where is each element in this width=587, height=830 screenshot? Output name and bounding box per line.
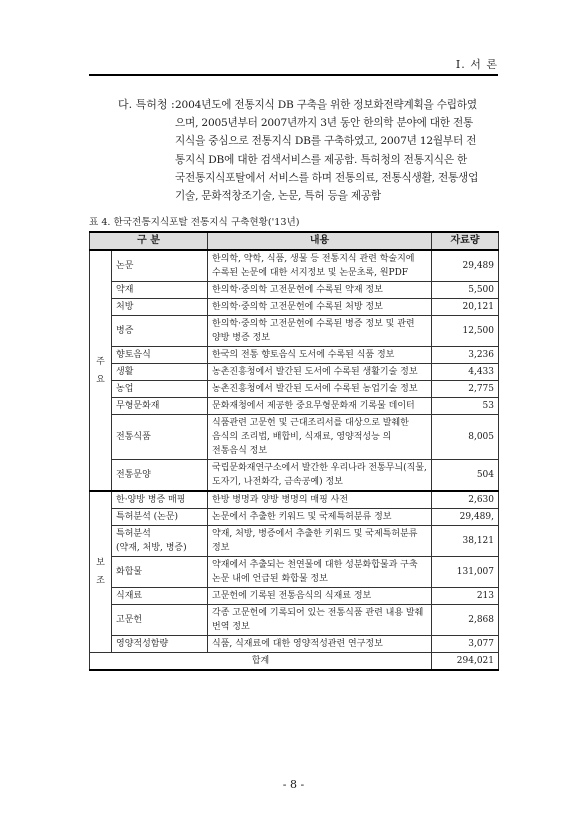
row-content: 고문헌에 기록된 전통음식의 식재료 정보	[208, 588, 432, 605]
table-row	[90, 316, 499, 347]
row-content: 약재, 처방, 병증에서 추출한 키워드 및 국제특허분류 정보	[208, 526, 432, 557]
row-content: 한의학·중의학 고전문헌에 수록된 병증 정보 및 관련 양방 병증 정보	[208, 316, 432, 347]
group-char: 요	[96, 374, 105, 385]
row-content: 각종 고문헌에 기록되어 있는 전통식품 관련 내용 발췌 번역 정보	[208, 605, 432, 636]
table-row	[90, 381, 499, 398]
paragraph-line: 2004년도에 전통지식 DB 구축을 위한 정보화전략계획을 수립하였	[175, 99, 477, 111]
table-row	[90, 282, 499, 299]
row-category: 병증	[112, 316, 208, 347]
header-content: 내용	[208, 232, 432, 250]
row-amount: 29,489	[432, 250, 499, 282]
row-amount: 12,500	[432, 316, 499, 347]
table-row	[90, 250, 499, 282]
row-content: 논문에서 추출한 키워드 및 국제특허분류 정보	[208, 509, 432, 526]
group-char: 보	[96, 558, 105, 568]
paragraph-line: 으며, 2005년부터 2007년까지 3년 동안 한의학 분야에 대한 전통	[175, 117, 474, 130]
row-category: 향토음식	[112, 347, 208, 364]
row-category: 한·양방 병증 매핑	[112, 491, 208, 509]
row-category: 전통식품	[112, 415, 208, 460]
total-amount: 294,021	[432, 653, 499, 671]
row-content: 한의학·중의학 고전문헌에 수록된 약재 정보	[208, 282, 432, 299]
row-category: 처방	[112, 299, 208, 316]
row-category: 약재	[112, 282, 208, 299]
paragraph-line: 국전통지식포탈에서 서비스를 하며 전통의료, 전통식생활, 전통생업	[175, 171, 479, 184]
row-amount: 29,489,	[432, 509, 499, 526]
knowledge-table	[89, 231, 499, 671]
row-amount: 53	[432, 398, 499, 415]
table-row	[90, 588, 499, 605]
row-content: 한의학·중의학 고전문헌에 수록된 처방 정보	[208, 299, 432, 316]
table-row	[90, 364, 499, 381]
table-row	[90, 636, 499, 653]
paragraph-body	[175, 96, 497, 205]
table-row	[90, 460, 499, 492]
row-content: 농촌진흥청에서 발간된 도서에 수록된 생활기술 정보	[208, 364, 432, 381]
row-content: 농촌진흥청에서 발간된 도서에 수록된 농업기술 정보	[208, 381, 432, 398]
table-row	[90, 415, 499, 460]
table-header-row	[90, 232, 499, 250]
running-header: I. 서 론	[455, 58, 498, 71]
group-label-aux	[90, 491, 112, 653]
row-amount: 4,433	[432, 364, 499, 381]
row-amount: 3,236	[432, 347, 499, 364]
row-amount: 2,775	[432, 381, 499, 398]
row-amount: 8,005	[432, 415, 499, 460]
row-amount: 131,007	[432, 557, 499, 588]
row-category: 농업	[112, 381, 208, 398]
header-amount: 자료량	[432, 232, 499, 250]
row-amount: 20,121	[432, 299, 499, 316]
row-category: 특허분석 (논문)	[112, 509, 208, 526]
row-category: 전통문양	[112, 460, 208, 492]
table-row	[90, 491, 499, 509]
row-amount: 213	[432, 588, 499, 605]
row-content: 한방 병명과 양방 병명의 매핑 사전	[208, 491, 432, 509]
row-category: 고문헌	[112, 605, 208, 636]
total-label: 합계	[90, 653, 432, 671]
table-row	[90, 557, 499, 588]
group-char: 조	[96, 576, 105, 586]
row-amount: 2,630	[432, 491, 499, 509]
row-amount: 3,077	[432, 636, 499, 653]
row-category: 특허분석 (약재, 처방, 병증)	[112, 526, 208, 557]
row-content: 약재에서 추출되는 천연물에 대한 성분화합물과 구축 논문 내에 언급된 화합물 정보	[208, 557, 432, 588]
row-amount: 5,500	[432, 282, 499, 299]
table-row	[90, 398, 499, 415]
header-category: 구 분	[90, 232, 208, 250]
row-content: 한국의 전통 향토음식 도서에 수록된 식품 정보	[208, 347, 432, 364]
table-caption: 표 4. 한국전통지식포탈 전통지식 구축현황('13년)	[89, 217, 300, 228]
table-row	[90, 299, 499, 316]
row-amount: 504	[432, 460, 499, 492]
table-row	[90, 509, 499, 526]
total-row	[90, 653, 499, 671]
paragraph-line: 기술, 문화적창조기술, 논문, 특허 등을 제공함	[175, 190, 381, 203]
row-amount: 2,868	[432, 605, 499, 636]
page-number: - 8 -	[282, 778, 305, 791]
row-content: 한의학, 약학, 식품, 생물 등 전통지식 관련 학술지에 수록된 논문에 대한 서지정보 및 논문초록, 원PDF	[208, 250, 432, 282]
row-content: 문화재청에서 제공한 중요무형문화재 기록물 데이터	[208, 398, 432, 415]
table-body	[90, 250, 499, 670]
group-char: 주	[96, 356, 105, 367]
row-category: 논문	[112, 250, 208, 282]
paragraph-line: 통지식 DB에 대한 검색서비스를 제공함. 특허청의 전통지식은 한	[175, 153, 468, 166]
row-content: 국립문화재연구소에서 발간한 우리나라 전통무늬(직물, 도자기, 나전화각, 금속공예) 정보	[208, 460, 432, 492]
table-row	[90, 526, 499, 557]
row-category: 영양적성함량	[112, 636, 208, 653]
paragraph-line: 지식을 중심으로 전통지식 DB를 구축하였고, 2007년 12월부터 전	[175, 135, 477, 148]
table-row	[90, 605, 499, 636]
header-rule	[89, 74, 498, 76]
row-category: 무형문화재	[112, 398, 208, 415]
row-category: 화합물	[112, 557, 208, 588]
row-content: 식품, 식재료에 대한 영양적성관련 연구정보	[208, 636, 432, 653]
row-category: 식재료	[112, 588, 208, 605]
paragraph-lead: 다. 특허청 :	[118, 98, 175, 111]
row-category: 생활	[112, 364, 208, 381]
row-content: 식품관련 고문헌 및 근대조리서를 대상으로 발췌한 음식의 조리법, 배합비, 식재료, 영양적성능 의 전통음식 정보	[208, 415, 432, 460]
row-amount: 38,121	[432, 526, 499, 557]
group-label-main	[90, 250, 112, 491]
table-row	[90, 347, 499, 364]
